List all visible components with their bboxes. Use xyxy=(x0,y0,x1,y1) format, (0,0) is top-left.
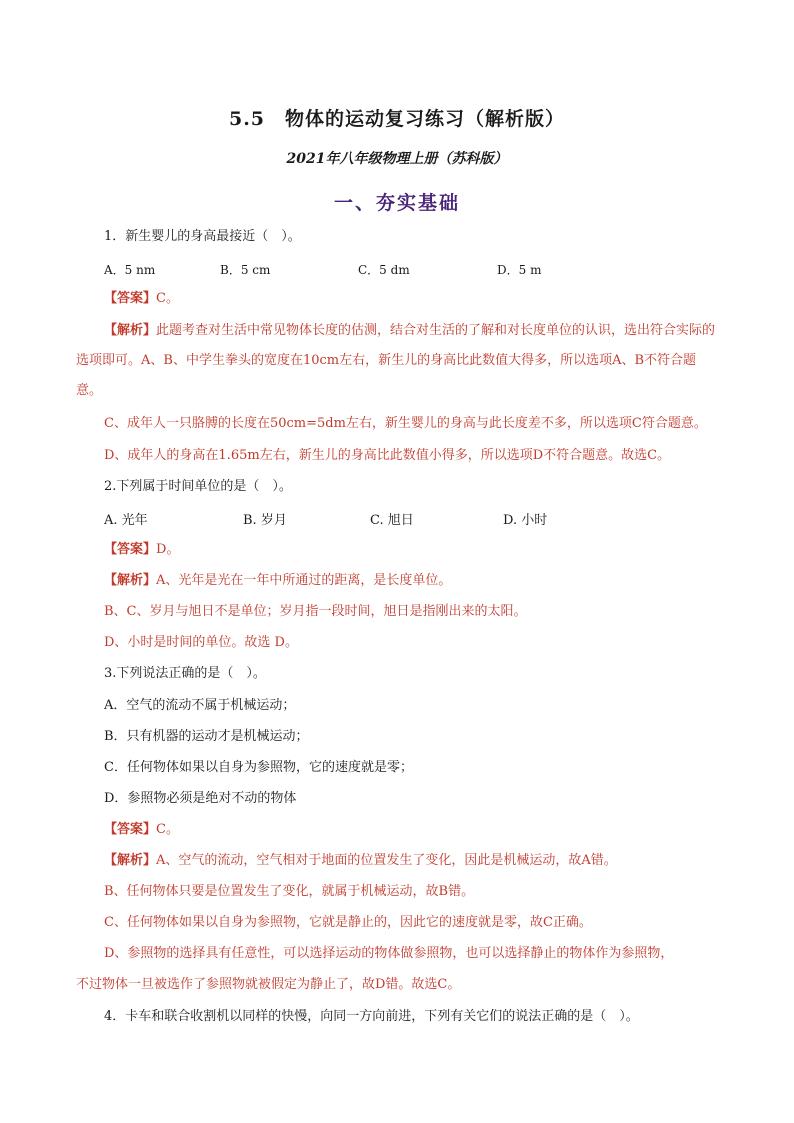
q1-option-b: B．5 cm xyxy=(220,263,271,277)
section-heading: 一、夯实基础 xyxy=(333,192,460,214)
q2-analysis-1 xyxy=(104,572,451,590)
q1-option-c: C．5 dm xyxy=(358,263,410,277)
q3-analysis-2: B、任何物体只要是位置发生了变化，就属于机械运动，故B错。 xyxy=(104,884,475,899)
q3-analysis-4b: 不过物体一旦被选作了参照物就被假定为静止了，故D错。故选C。 xyxy=(76,977,461,992)
q1-analysis-3: D、成年人的身高在1.65m左右，新生儿的身高比此数值小得多，所以选项D不符合题意。故选C。 xyxy=(104,448,671,463)
analysis-label: 【解析】 xyxy=(104,853,157,868)
answer-label: 【答案】 xyxy=(104,291,157,306)
q2-analysis-3: D、小时是时间的单位。故选 D。 xyxy=(104,635,298,650)
q3-option-b: B．只有机器的运动才是机械运动； xyxy=(104,729,309,744)
page-title: 5.5 物体的运动复习练习（解析版） xyxy=(228,108,566,130)
q4-stem: 4．卡车和联合收割机以同样的快慢，向同一方向前进，下列有关它们的说法正确的是（ ）。 xyxy=(104,1009,639,1024)
q3-stem: 3.下列说法正确的是（ ）。 xyxy=(104,666,266,681)
q3-analysis-1 xyxy=(104,852,617,870)
q2-option-d: D. 小时 xyxy=(503,513,548,528)
q1-option-d: D．5 m xyxy=(497,263,542,277)
q1-analysis-text-1: 此题考查对生活中常见物体长度的估测，结合对生活的了解和对长度单位的认识，选出符合实际的选项即可。A、B、中学生拳头的宽度在10cm左右，新生儿的身高比此数值大得多，所以选项A、B不符合题意。 xyxy=(76,323,716,398)
q2-analysis-text-1: A、光年是光在一年中所通过的距离，是长度单位。 xyxy=(156,573,452,588)
q2-option-a: A. 光年 xyxy=(104,513,148,528)
q2-analysis-2: B、C、岁月与旭日不是单位；岁月指一段时间，旭日是指刚出来的太阳。 xyxy=(104,604,527,619)
q1-answer-value: C。 xyxy=(156,291,179,306)
analysis-label: 【解析】 xyxy=(104,573,157,588)
q1-analysis-1 xyxy=(76,316,722,406)
analysis-label: 【解析】 xyxy=(104,323,157,338)
q3-analysis-text-1: A、空气的流动，空气相对于地面的位置发生了变化，因此是机械运动，故A错。 xyxy=(156,853,617,868)
q1-analysis-2: C、成年人一只胳膊的长度在50cm=5dm左右，新生婴儿的身高与此长度差不多，所以选项C符合题意。 xyxy=(104,416,707,431)
q1-option-a: A．5 nm xyxy=(104,263,156,277)
q3-answer-value: C。 xyxy=(156,822,179,837)
q2-option-c: C. 旭日 xyxy=(370,513,414,528)
q2-stem: 2.下列属于时间单位的是（ ）。 xyxy=(104,479,292,494)
answer-label: 【答案】 xyxy=(104,542,157,557)
q3-analysis-3: C、任何物体如果以自身为参照物，它就是静止的，因此它的速度就是零，故C正确。 xyxy=(104,915,592,930)
q1-stem: 1．新生婴儿的身高最接近（ ）。 xyxy=(104,229,301,244)
q1-answer xyxy=(104,290,179,308)
answer-label: 【答案】 xyxy=(104,822,157,837)
q3-analysis-4a: D、参照物的选择具有任意性，可以选择运动的物体做参照物，也可以选择静止的物体作为参照物， xyxy=(104,946,674,961)
page-subtitle: 2021年八年级物理上册（苏科版） xyxy=(286,151,508,167)
q3-option-a: A．空气的流动不属于机械运动； xyxy=(104,698,296,713)
q2-answer xyxy=(104,541,179,559)
q2-answer-value: D。 xyxy=(156,542,180,557)
q2-option-b: B. 岁月 xyxy=(243,513,287,528)
q3-answer xyxy=(104,821,179,839)
q3-option-c: C．任何物体如果以自身为参照物，它的速度就是零； xyxy=(104,760,413,775)
q3-option-d: D．参照物必须是绝对不动的物体 xyxy=(104,791,297,806)
